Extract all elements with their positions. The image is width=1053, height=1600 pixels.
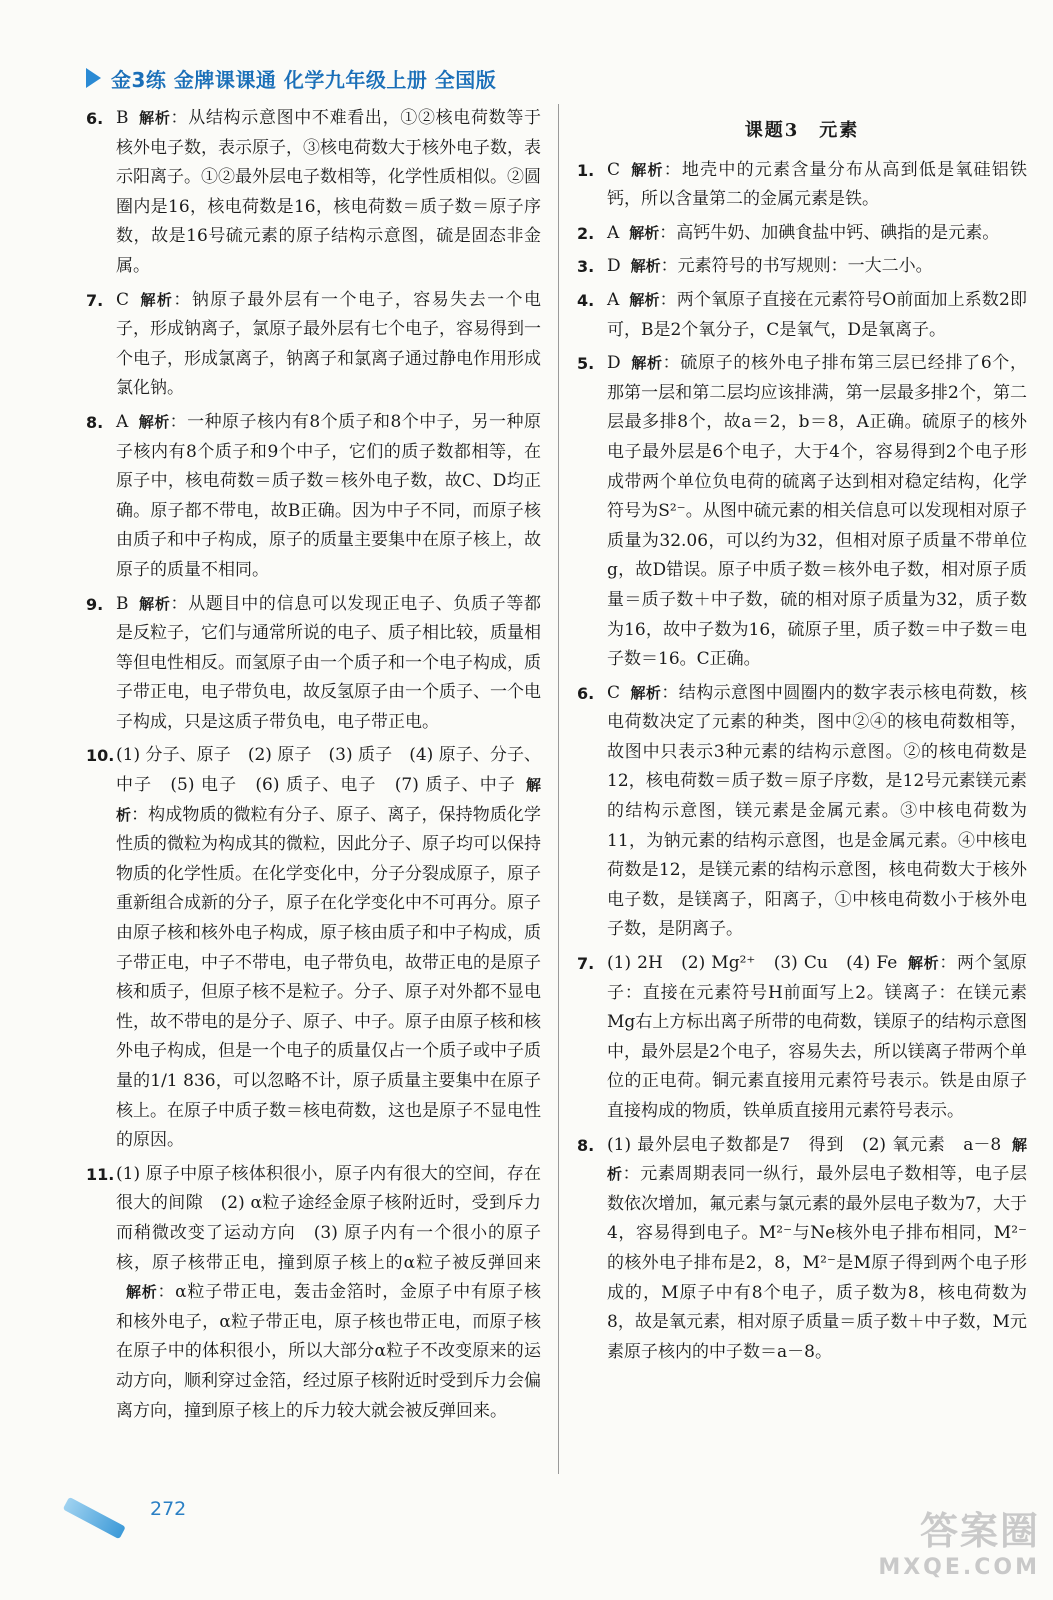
play-arrow-icon (86, 68, 101, 88)
answer-text: (1) 分子、原子 (2) 原子 (3) 质子 (4) 原子、分子、中子 (5) 电子 (6) 质子、电子 (7) 质子、中子 (116, 745, 541, 796)
question-number: 6. (86, 109, 104, 128)
analysis-label: 解析 (629, 223, 660, 242)
answer-text: D (607, 256, 621, 277)
answer-text: C (607, 159, 621, 180)
question-number: 8. (577, 1135, 595, 1155)
analysis-label: 解析 (126, 1283, 158, 1302)
answer-item (577, 949, 1027, 1127)
question-number: 7. (86, 290, 104, 310)
analysis-label: 解析 (116, 776, 541, 824)
answer-item (577, 679, 1027, 945)
book-title: 金3练 金牌课课通 化学九年级上册 全国版 (111, 67, 497, 92)
analysis-label: 解析 (607, 1135, 1027, 1184)
analysis-label: 解析 (138, 412, 170, 431)
answer-item (86, 286, 541, 404)
book-header (86, 60, 496, 96)
analysis-text: ：两个氢原子：直接在元素符号H前面写上2。镁离子：在镁元素Mg右上方标出离子所带的电荷数，镁原子的结构示意图中，最外层是2个电子，容易失去，所以镁离子带两个单位的正电荷。铜元素直接用元素符号表示。铁是由原子直接构成的物质，铁单质直接用元素符号表示。 (607, 953, 1028, 1121)
column-divider (558, 104, 559, 1474)
analysis-text: ：两个氧原子直接在元素符号O前面加上系数2即可，B是2个氧分子，C是氧气，D是氧离子。 (607, 289, 1027, 340)
answer-item (577, 156, 1027, 215)
pencil-icon (63, 1497, 126, 1539)
question-number: 4. (577, 290, 595, 310)
question-number: 7. (577, 954, 595, 974)
answer-text: C (607, 682, 621, 703)
analysis-text: ：从题目中的信息可以发现正电子、负质子等都是反粒子，它们与通常所说的电子、质子相比较，质量相等但电性相反。而氢原子由一个质子和一个电子构成，质子带正电，电子带负电，故反氢原子由一个质子、一个电子构成，只是这质子带负电，电子带正电。 (116, 593, 541, 732)
analysis-text: ：硫原子的核外电子排布第三层已经排了6个，那第一层和第二层均应该排满，第一层最多排2个，第二层最多排8个，故a＝2，b＝8，A正确。硫原子的核外电子最外层是6个电子，大于4个，容易得到2个电子形成带两个单位负电荷的硫离子达到相对稳定结构，化学符号为S²⁻。从图中硫元素的相关信息可以发现相对原子质量为32.06，可以约为32，但相对原子质量不带单位g，故D错误。原子中质子数＝核外电子数，相对原子质量＝质子数＋中子数，硫的相对原子质量为32，质子数为16，故中子数为16，硫原子里，质子数＝中子数＝电子数＝16。C正确。 (607, 353, 1027, 670)
analysis-label: 解析 (630, 160, 664, 179)
answer-text: A (116, 411, 129, 432)
analysis-text: ：地壳中的元素含量分布从高到低是氧硅铝铁钙，所以含量第二的金属元素是铁。 (607, 159, 1027, 210)
analysis-text: ：钠原子最外层有一个电子，容易失去一个电子，形成钠离子，氯原子最外层有七个电子，容易得到一个电子，形成氯离子，钠离子和氯离子通过静电作用形成氯化钠。 (116, 289, 541, 399)
question-number: 8. (86, 412, 104, 432)
answer-item (577, 286, 1027, 345)
page-footer (66, 1486, 186, 1520)
analysis-text: ：元素符号的书写规则：一大二小。 (660, 256, 933, 277)
section-title: 课题3 元素 (744, 120, 860, 141)
analysis-text: ：结构示意图中圆圈内的数字表示核电荷数，核电荷数决定了元素的种类，图中②④的核电荷数相等，故图中只表示3种元素的结构示意图。②的核电荷数是12，核电荷数＝质子数＝原子序数，是12号元素镁元素的结构示意图，镁元素是金属元素。③中核电荷数为11，为钠元素的结构示意图，也是金属元素。④中核电荷数是12，是镁元素的结构示意图，核电荷数大于核外电子数，是镁离子，阳离子，①中核电荷数小于核外电子数，是阴离子。 (607, 682, 1027, 940)
analysis-label: 解析 (139, 290, 174, 309)
answer-text: (1) 原子中原子核体积很小，原子内有很大的空间，存在很大的间隙 (2) α粒子途经金原子核附近时，受到斥力而稍微改变了运动方向 (3) 原子内有一个很小的原子核，原子核带正电，撞到原子核上的α粒子被反弹回来 (116, 1163, 541, 1273)
question-number: 10. (86, 746, 115, 766)
analysis-text: ：元素周期表同一纵行，最外层电子数相等，电子层数依次增加，氟元素与氯元素的最外层电子数为7，大于4，容易得到电子。M²⁻与Ne核外电子排布相同，M²⁻的核外电子排布是2，8，M²⁻是M原子得到两个电子形成的，M原子中有8个电子，质子数为8，核电荷数为8，故是氧元素，相对原子质量＝质子数＋中子数，M元素原子核内的中子数＝a－8。 (607, 1164, 1027, 1362)
analysis-text: ：从结构示意图中不难看出，①②核电荷数等于核外电子数，表示原子，③核电荷数大于核外电子数，表示阳离子。①②最外层电子数相等，化学性质相似。②圆圈内是16，核电荷数是16，核电荷数＝质子数＝原子序数，故是16号硫元素的原子结构示意图，硫是固态非金属。 (116, 108, 541, 276)
analysis-text: ：一种原子核内有8个质子和8个中子，另一种原子核内有8个质子和9个中子，它们的质子数都相等，在原子中，核电荷数＝质子数＝核外电子数，故C、D均正确。原子都不带电，故B正确。因为中子不同，而原子核由质子和中子构成，原子的质量主要集中在原子核上，故原子的质量不相同。 (116, 411, 541, 580)
answer-item (86, 408, 541, 586)
question-number: 5. (577, 354, 595, 374)
analysis-label: 解析 (630, 683, 662, 702)
answer-text: A (607, 289, 620, 310)
answer-item (86, 1160, 541, 1426)
left-column (86, 104, 541, 1430)
answer-item (577, 349, 1027, 675)
answer-text: B (116, 108, 129, 128)
question-number: 3. (577, 257, 595, 277)
answer-text: C (116, 289, 130, 310)
analysis-label: 解析 (629, 290, 660, 309)
question-number: 2. (577, 223, 595, 243)
answer-item (86, 590, 541, 738)
analysis-label: 解析 (138, 109, 171, 127)
analysis-text: ：α粒子带正电，轰击金箔时，金原子中有原子核和核外电子，α粒子带正电，原子核也带正电，而原子核在原子中的体积很小，所以大部分α粒子不改变原来的运动方向，顺利穿过金箔，经过原子核附近时受到斥力会偏离方向，撞到原子核上的斥力较大就会被反弹回来。 (116, 1282, 541, 1421)
analysis-label: 解析 (138, 594, 171, 613)
watermark-url: MXQE.COM (878, 1555, 1040, 1580)
answer-text: A (607, 222, 620, 243)
analysis-label: 解析 (630, 354, 663, 373)
answer-item (577, 252, 1027, 282)
answer-item (86, 104, 541, 282)
analysis-label: 解析 (907, 954, 940, 973)
answer-text: B (116, 593, 129, 614)
analysis-text: ：构成物质的微粒有分子、原子、离子，保持物质化学性质的微粒为构成其的微粒，因此分子、原子均可以保持物质的化学性质。在化学变化中，分子分裂成原子，原子重新组合成新的分子，原子在化学变化中不可再分。原子由原子核和核外电子构成，原子核由质子和中子构成，质子带正电，中子不带电，电子带负电，故带正电的是原子核和质子，但原子核不是粒子。分子、原子对外都不显电性，故不带电的是分子、原子、中子。原子由原子核和核外电子构成，但是一个电子的质量仅占一个质子或中子质量的1/1 836，可以忽略不计，原子质量主要集中在原子核上。在原子中质子数＝核电荷数，这也是原子不显电性的原因。 (116, 804, 541, 1151)
answer-item (577, 1131, 1027, 1368)
watermark (855, 1490, 1040, 1590)
answer-item (577, 219, 1027, 249)
answer-text: (1) 2H (2) Mg²⁺ (3) Cu (4) Fe (607, 953, 898, 974)
watermark-logo: 答案圈 (919, 1509, 1040, 1553)
question-number: 6. (577, 683, 595, 703)
question-number: 1. (577, 160, 595, 180)
page-number: 272 (150, 1498, 187, 1520)
answer-item (86, 741, 541, 1155)
question-number: 9. (86, 594, 104, 614)
answer-text: D (607, 353, 621, 374)
analysis-label: 解析 (630, 257, 661, 276)
answer-text: (1) 最外层电子数都是7 得到 (2) 氧元素 a－8 (607, 1134, 1002, 1155)
question-number: 11. (86, 1164, 115, 1184)
analysis-text: ：高钙牛奶、加碘食盐中钙、碘指的是元素。 (659, 222, 1000, 243)
right-column (577, 104, 1027, 1371)
